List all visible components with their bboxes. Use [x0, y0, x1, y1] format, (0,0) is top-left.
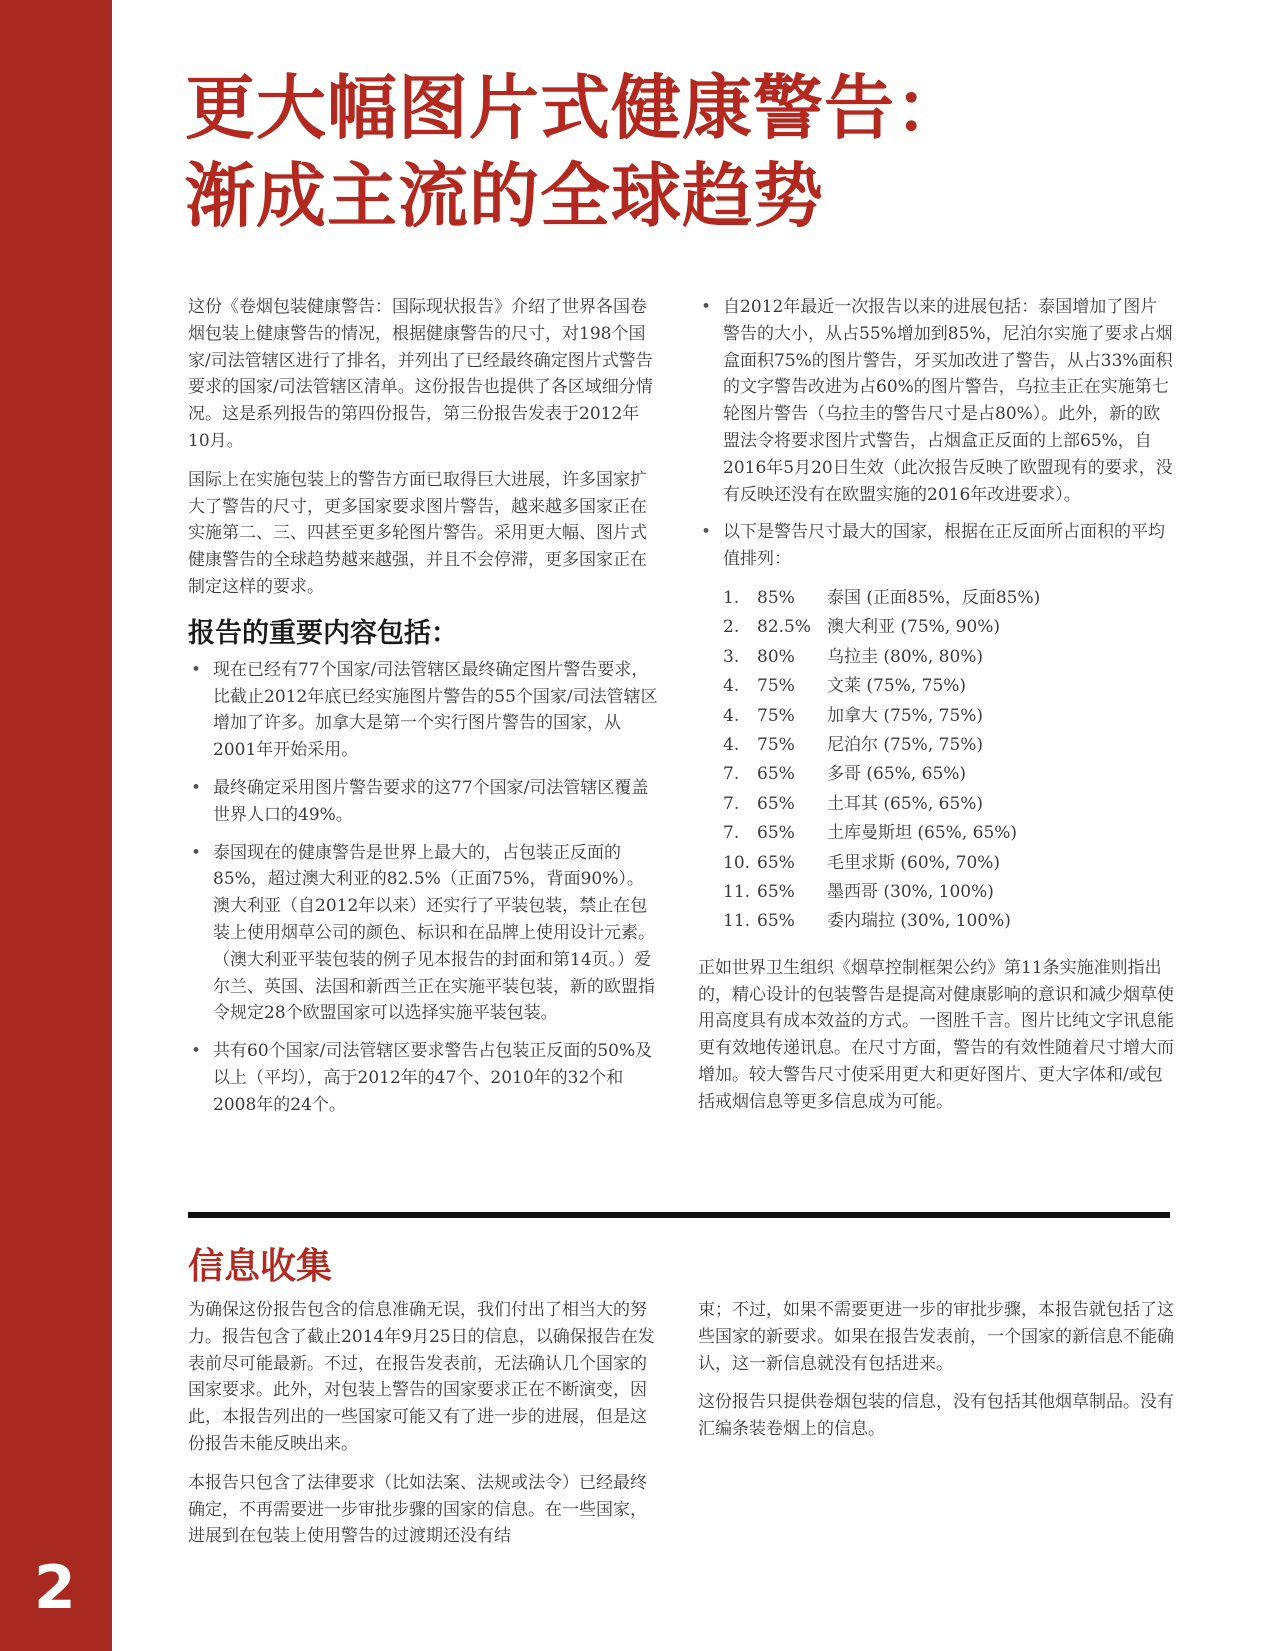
intro-paragraph-1: 这份《卷烟包装健康警告：国际现状报告》介绍了世界各国卷烟包装上健康警告的情况，根据健康警告的尺寸，对198个国家/司法管辖区进行了排名，并列出了已经最终确定图片式警告要求的国家/司法管辖区清单。这份报告也提供了各区域细分情况。这是系列报告的第四份报告，第三份报告发表于2012年10月。 [188, 297, 653, 451]
ranking-percent: 75% [757, 705, 795, 726]
ranking-percent: 65% [757, 852, 795, 873]
warning-size-ranking [723, 584, 1174, 937]
ranking-row [723, 672, 1174, 701]
info-right-column [698, 1297, 1174, 1455]
info-paragraph-2-continued: 束；不过，如果不需要更进一步的审批步骤，本报告就包括了这些国家的新要求。如果在报告发表前，一个国家的新信息不能确认，这一新信息就没有包括进来。 [698, 1300, 1174, 1374]
info-paragraph-2: 本报告只包含了法律要求（比如法案、法规或法令）已经最终确定，不再需要进一步审批步骤的国家的信息。在一些国家，进展到在包装上使用警告的过渡期还没有结 [188, 1472, 647, 1547]
highlights-heading: 报告的重要内容包括： [188, 617, 458, 649]
highlights-list-left [188, 657, 658, 1119]
page-title-line-1: 更大幅图片式健康警告： [185, 67, 966, 149]
ranking-country: 加拿大 (75%, 75%) [827, 705, 984, 726]
info-paragraph-1: 为确保这份报告包含的信息准确无误，我们付出了相当大的努力。报告包含了截止2014年9月25日的信息，以确保报告在发表前尽可能最新。不过，在报告发表前，无法确认几个国家的国家要求。此外，对包装上警告的国家要求正在不断演变，因此，本报告列出的一些国家可能又有了进一步的进展，但是这份报告未能反映出来。 [188, 1300, 655, 1454]
ranking-country: 土耳其 (65%, 65%) [827, 793, 984, 814]
ranking-percent: 65% [757, 823, 795, 844]
ranking-country: 土库曼斯坦 (65%, 65%) [827, 823, 1018, 844]
ranking-row [723, 613, 1174, 642]
ranking-country: 墨西哥 (30%, 100%) [827, 882, 994, 903]
ranking-percent: 75% [757, 676, 795, 697]
highlight-bullet: • 泰国现在的健康警告是世界上最大的，占包装正反面的85%，超过澳大利亚的82.5%（正面75%，背面90%）。澳大利亚（自2012年以来）还实行了平装包装，禁止在包装上使用烟草公司的颜色、标识和在品牌上使用设计元素。（澳大利亚平装包装的例子见本报告的封面和第14页。）爱尔兰、英国、法国和新西兰正在实施平装包装，新的欧盟指令规定28个欧盟国家可以选择实施平装包装。 [188, 840, 658, 1028]
ranking-rank: 1. [723, 587, 740, 608]
ranking-rank: 4. [723, 676, 740, 697]
ranking-rank: 4. [723, 735, 740, 755]
ranking-row [723, 760, 1174, 789]
ranking-rank: 7. [723, 823, 740, 844]
ranking-percent: 65% [757, 911, 795, 932]
ranking-row [723, 819, 1174, 848]
ranking-rank: 11. [723, 882, 751, 903]
ranking-rank: 10. [723, 852, 751, 873]
ranking-percent: 65% [757, 764, 795, 785]
ranking-row [723, 643, 1174, 672]
ranking-row [723, 907, 1174, 936]
ranking-rank: 7. [723, 793, 740, 814]
info-left-column [188, 1297, 660, 1562]
highlight-bullet: • 现在已经有77个国家/司法管辖区最终确定图片警告要求，比截止2012年底已经实施图片警告的55个国家/司法管辖区增加了许多。加拿大是第一个实行图片警告的国家，从2001年开始采用。 [188, 657, 658, 764]
ranking-row [723, 878, 1174, 907]
ranking-percent: 65% [757, 793, 795, 814]
ranking-row [723, 849, 1174, 878]
ranking-percent: 75% [757, 735, 795, 755]
section-divider [188, 1212, 1170, 1218]
ranking-row [723, 702, 1174, 731]
ranking-country: 乌拉圭 (80%, 80%) [827, 646, 984, 667]
page-number: 2 [34, 1553, 76, 1623]
ranking-row [723, 731, 1174, 760]
ranking-rank: 2. [723, 617, 740, 638]
ranking-country: 多哥 (65%, 65%) [827, 764, 967, 785]
highlight-bullet: • 共有60个国家/司法管辖区要求警告占包装正反面的50%及以上（平均），高于2012年的47个、2010年的32个和2008年的24个。 [188, 1038, 658, 1118]
ranking-rank: 4. [723, 705, 740, 726]
highlight-bullet: • 自2012年最近一次报告以来的进展包括：泰国增加了图片警告的大小，从占55%增加到85%，尼泊尔实施了要求占烟盒面积75%的图片警告，牙买加改进了警告，从占33%面积的文字警告改进为占60%的图片警告，乌拉圭正在实施第七轮图片警告（乌拉圭的警告尺寸是占80%）。此外，新的欧盟法令将要求图片式警告，占烟盒正反面的上部65%，自2016年5月20日生效（此次报告反映了欧盟现有的要求，没有反映还没有在欧盟实施的2016年改进要求）。 [698, 294, 1174, 508]
ranking-percent: 80% [757, 646, 795, 667]
ranking-percent: 82.5% [757, 617, 812, 638]
left-column [188, 294, 658, 1130]
highlights-list-right [698, 294, 1174, 573]
ranking-country: 澳大利亚 (75%, 90%) [827, 617, 1001, 638]
ranking-rank: 7. [723, 764, 740, 785]
sidebar-band [0, 0, 112, 1651]
ranking-country: 委内瑞拉 (30%, 100%) [827, 911, 1011, 932]
highlight-bullet: • 以下是警告尺寸最大的国家，根据在正反面所占面积的平均值排列： [698, 519, 1174, 573]
info-paragraph-3: 这份报告只提供卷烟包装的信息，没有包括其他烟草制品。没有汇编条装卷烟上的信息。 [698, 1392, 1174, 1440]
ranking-row [723, 584, 1174, 613]
ranking-country: 毛里求斯 (60%, 70%) [827, 852, 1001, 873]
ranking-rank: 11. [723, 911, 751, 932]
ranking-rank: 3. [723, 646, 740, 667]
ranking-country: 尼泊尔 (75%, 75%) [827, 735, 984, 755]
ranking-percent: 85% [757, 587, 795, 608]
closing-paragraph: 正如世界卫生组织《烟草控制框架公约》第11条实施准则指出的，精心设计的包装警告是提高对健康影响的意识和减少烟草使用高度具有成本效益的方式。一图胜千言。图片比纯文字讯息能更有效地传递讯息。在尺寸方面，警告的有效性随着尺寸增大而增加。较大警告尺寸使采用更大和更好图片、更大字体和/或包括戒烟信息等更多信息成为可能。 [698, 957, 1174, 1112]
ranking-percent: 65% [757, 882, 795, 903]
page-title-line-2: 渐成主流的全球趋势 [185, 155, 824, 237]
ranking-country: 泰国 (正面85%，反面85%) [827, 587, 1041, 608]
highlight-bullet: • 最终确定采用图片警告要求的这77个国家/司法管辖区覆盖世界人口的49%。 [188, 775, 658, 829]
info-collection-heading: 信息收集 [188, 1246, 333, 1287]
intro-paragraph-2: 国际上在实施包装上的警告方面已取得巨大进展，许多国家扩大了警告的尺寸，更多国家要求图片警告，越来越多国家正在实施第二、三、四甚至更多轮图片警告。采用更大幅、图片式健康警告的全球趋势越来越强，并且不会停滞，更多国家正在制定这样的要求。 [188, 469, 647, 597]
page-title [185, 64, 1235, 240]
ranking-row [723, 790, 1174, 819]
right-column [698, 294, 1174, 1128]
ranking-country: 文莱 (75%, 75%) [827, 676, 967, 697]
